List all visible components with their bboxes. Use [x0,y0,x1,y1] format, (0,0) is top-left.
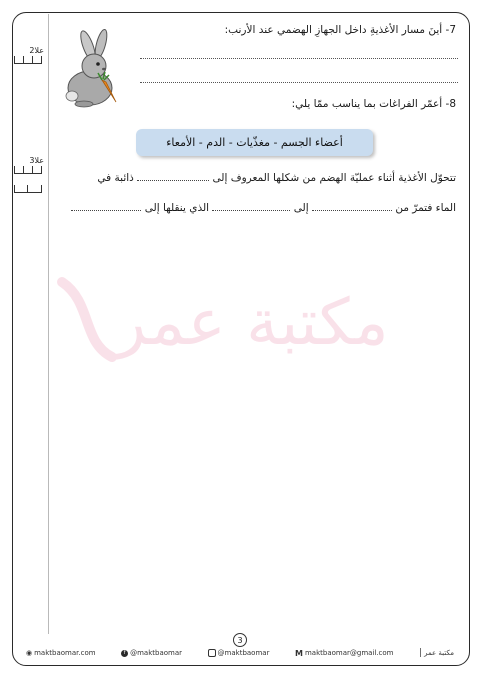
word-bank [136,129,373,156]
score-ticks-1 [14,55,42,64]
watermark-logo [52,262,422,377]
word-bank-text: أعضاء الجسم - مغذّيات - الدم - الأمعاء [166,136,343,149]
rabbit-illustration [58,28,130,108]
footer-facebook-text: @maktbaomar [130,649,183,657]
instagram-icon [208,649,216,657]
score-ticks-2b [14,184,42,193]
sentence-2-part-c: الذي ينقلها إلى [144,202,210,214]
footer [26,645,454,661]
globe-icon: ◉ [26,649,33,657]
page-number: 3 [233,633,247,647]
score-box-1 [14,46,44,64]
watermark-text: مكتبة عمر [115,286,389,360]
fill-sentence-1 [97,172,456,184]
footer-brand [419,648,454,658]
score-label-2: علا3 [29,156,44,165]
margin-line [48,14,49,634]
sentence-1-part-a: تتحوّل الأغذية أثناء عمليّة الهضم من شكلها المعروف إلى [212,172,456,184]
score-label-1: علا2 [29,46,44,55]
fill-sentence-2 [71,202,456,214]
footer-email[interactable] [295,649,394,658]
sentence-2-part-a: الماء فتمرّ من [395,202,456,214]
blank-2[interactable] [312,204,392,211]
blank-3[interactable] [212,204,290,211]
footer-separator: | [419,648,423,658]
sentence-1-part-b: ذائبة في [97,172,134,184]
mail-icon: M [295,648,303,658]
answer-line-2[interactable] [140,82,458,83]
footer-instagram-text: @maktbaomar [217,649,270,657]
footer-instagram[interactable] [208,649,270,657]
answer-line-1[interactable] [140,58,458,59]
footer-website[interactable] [26,649,96,657]
blank-1[interactable] [137,174,209,181]
footer-website-text: maktbaomar.com [34,649,96,657]
question-8-text: 8- أعمّر الفراغات بما يناسب ممّا يلي: [291,98,456,110]
score-ticks-2a [14,165,42,174]
facebook-icon: f [121,650,128,657]
question-7-text: 7- أينَ مسار الأغذيةِ داخل الجهازِ الهضمي عند الأرنب: [224,24,456,36]
footer-facebook[interactable] [121,649,182,657]
footer-email-text: maktbaomar@gmail.com [304,649,394,657]
sentence-2-part-b: إلى [293,202,309,214]
blank-4[interactable] [71,204,141,211]
footer-brand-text: مكتبة عمر [424,649,454,657]
score-box-2 [14,156,44,193]
